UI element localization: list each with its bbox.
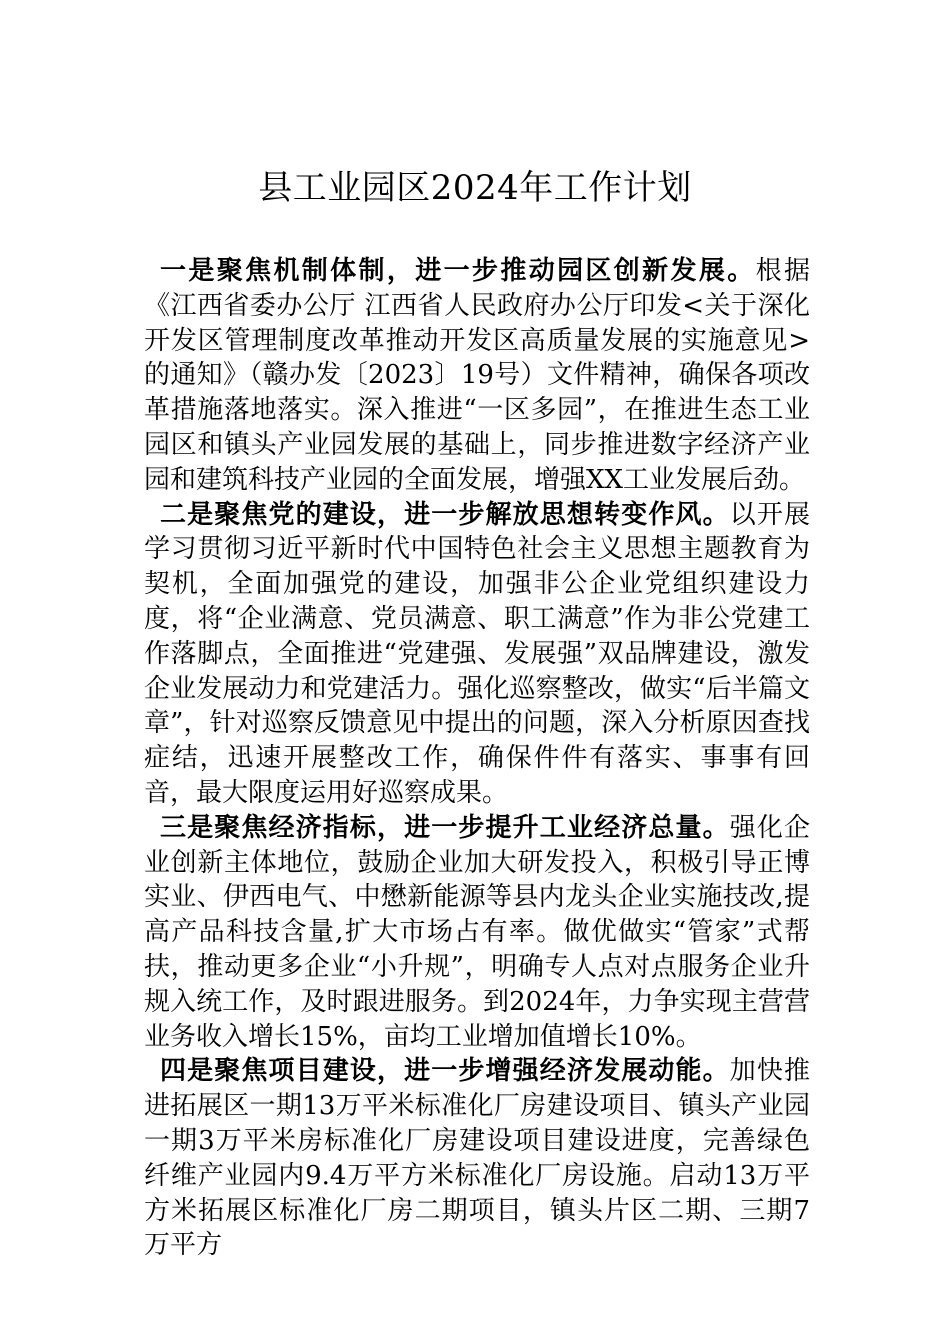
paragraph-text: 根据《江西省委办公厅 江西省人民政府办公厅印发<关于深化开发区管理制度改革推动开发区高质量发展的实施意见>的通知》（赣办发〔2023〕19号）文件精神，确保各项改革措施落地落实。深入推进“一区多园”，在推进生态工业园区和镇头产业园发展的基础上，同步推进数字经济产业园和建筑科技产业园的全面发展，增强XX工业发展后劲。 bbox=[144, 256, 810, 495]
paragraph-1 bbox=[144, 254, 810, 498]
paragraph-text: 加快推进拓展区一期13万平米标准化厂房建设项目、镇头产业园一期3万平米房标准化厂房建设项目建设进度，完善绿色纤维产业园内9.4万平方米标准化厂房设施。启动13万平方米拓展区标准化厂房二期项目，镇头片区二期、三期7万平方 bbox=[144, 1056, 810, 1261]
paragraph-4 bbox=[144, 1054, 810, 1263]
document-body bbox=[144, 254, 810, 1263]
paragraph-heading: 二是聚焦党的建设，进一步解放思想转变作风。 bbox=[160, 499, 730, 530]
paragraph-text: 强化企业创新主体地位，鼓励企业加大研发投入，积极引导正博实业、伊西电气、中懋新能源等县内龙头企业实施技改,提高产品科技含量,扩大市场占有率。做优做实“管家”式帮扶，推动更多企业“小升规”，明确专人点对点服务企业升规入统工作，及时跟进服务。到2024年，力争实现主营营业务收入增长15%，亩均工业增加值增长10%。 bbox=[144, 812, 810, 1052]
paragraph-3 bbox=[144, 811, 810, 1055]
paragraph-text: 以开展学习贯彻习近平新时代中国特色社会主义思想主题教育为契机，全面加强党的建设，加强非公企业党组织建设力度，将“企业满意、党员满意、职工满意”作为非公党建工作落脚点，全面推进“党建强、发展强”双品牌建设，激发企业发展动力和党建活力。强化巡察整改，做实“后半篇文章”，针对巡察反馈意见中提出的问题，深入分析原因查找症结，迅速开展整改工作，确保件件有落实、事事有回音，最大限度运用好巡察成果。 bbox=[144, 499, 810, 808]
paragraph-heading: 一是聚焦机制体制，进一步推动园区创新发展。 bbox=[160, 256, 756, 286]
paragraph-2 bbox=[144, 498, 810, 811]
paragraph-heading: 三是聚焦经济指标，进一步提升工业经济总量。 bbox=[160, 812, 730, 843]
document-title: 县工业园区2024年工作计划 bbox=[258, 168, 692, 208]
paragraph-heading: 四是聚焦项目建设，进一步增强经济发展动能。 bbox=[160, 1056, 730, 1087]
